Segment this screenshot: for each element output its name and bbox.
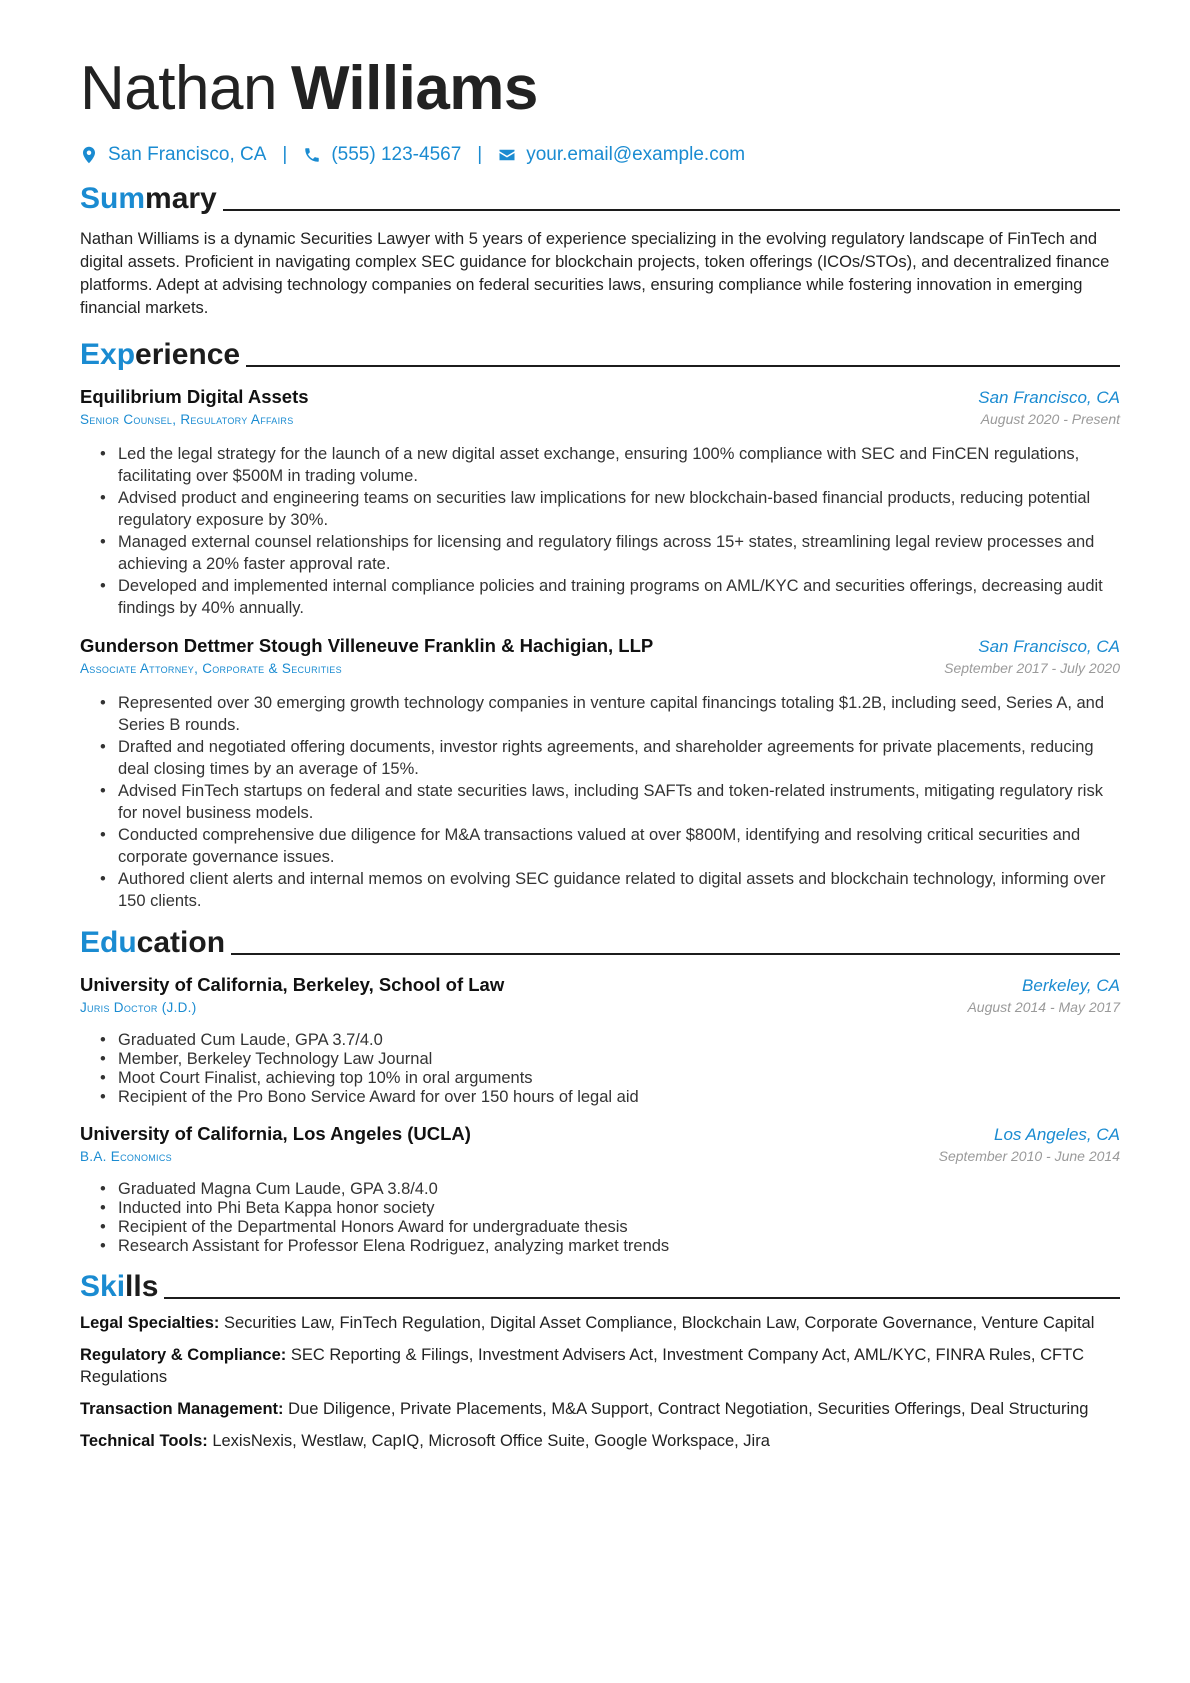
degree: Juris Doctor (J.D.) bbox=[80, 1000, 197, 1015]
skill-category: Technical Tools: bbox=[80, 1432, 213, 1450]
job-title: Associate Attorney, Corporate & Securities bbox=[80, 661, 342, 676]
location-text: San Francisco, CA bbox=[108, 144, 267, 165]
skill-row bbox=[80, 1344, 1120, 1388]
list-item: • Drafted and negotiated offering documents, investor rights agreements, and shareholder agreements for private placements, reducing deal closing times by an average of 15%. bbox=[100, 736, 1120, 780]
experience-heading bbox=[80, 334, 1120, 370]
job-bullets bbox=[100, 692, 1120, 912]
school-dates: August 2014 - May 2017 bbox=[967, 999, 1120, 1015]
job-location: San Francisco, CA bbox=[978, 637, 1120, 656]
employer-name: Equilibrium Digital Assets bbox=[80, 386, 309, 407]
resume-content bbox=[80, 40, 1120, 1462]
section-rule bbox=[231, 953, 1120, 955]
job-bullets bbox=[100, 443, 1120, 619]
phone-text: (555) 123-4567 bbox=[331, 144, 462, 165]
job-dates: September 2017 - July 2020 bbox=[944, 660, 1120, 676]
skill-row bbox=[80, 1430, 1120, 1452]
skill-row bbox=[80, 1398, 1120, 1420]
school-name: University of California, Los Angeles (UCLA) bbox=[80, 1123, 471, 1144]
school-location: Berkeley, CA bbox=[1022, 976, 1120, 995]
school-location: Los Angeles, CA bbox=[994, 1125, 1120, 1144]
school-bullets bbox=[100, 1031, 1120, 1107]
summary-text: Nathan Williams is a dynamic Securities Lawyer with 5 years of experience specializing in the evolving regulatory landscape of FinTech and digital assets. Proficient in navigating complex SEC guidance for blockchain projects, token offerings (ICOs/STOs), and decentralized finance platforms. Adept at advising technology companies on federal securities laws, ensuring compliance while fostering innovation in emerging financial markets. bbox=[80, 230, 1110, 317]
envelope-icon bbox=[498, 146, 516, 164]
skill-values: Securities Law, FinTech Regulation, Digital Asset Compliance, Blockchain Law, Corporate Governance, Venture Capital bbox=[223, 1314, 1095, 1332]
list-item: • Managed external counsel relationships for licensing and regulatory filings across 15+ states, streamlining legal review processes and achieving a 20% faster approval rate. bbox=[100, 531, 1120, 575]
list-item: • Member, Berkeley Technology Law Journal bbox=[100, 1050, 1120, 1069]
map-pin-icon bbox=[80, 146, 98, 164]
summary-heading bbox=[80, 178, 1120, 214]
contact-location bbox=[80, 144, 266, 166]
section-rule bbox=[164, 1297, 1120, 1299]
school-name: University of California, Berkeley, School of Law bbox=[80, 974, 505, 995]
skill-values: SEC Reporting & Filings, Investment Advisers Act, Investment Company Act, AML/KYC, FINRA Rules, CFTC Regulations bbox=[80, 1346, 1085, 1386]
list-item: • Authored client alerts and internal memos on evolving SEC guidance related to digital assets and blockchain technology, informing over 150 clients. bbox=[100, 868, 1120, 912]
skills-list bbox=[80, 1312, 1120, 1452]
job-location: San Francisco, CA bbox=[978, 388, 1120, 407]
phone-icon bbox=[303, 146, 321, 164]
contact-line bbox=[80, 140, 1120, 170]
skill-category: Regulatory & Compliance: bbox=[80, 1346, 291, 1364]
skill-values: LexisNexis, Westlaw, CapIQ, Microsoft Office Suite, Google Workspace, Jira bbox=[212, 1432, 770, 1450]
list-item: • Led the legal strategy for the launch of a new digital asset exchange, ensuring 100% compliance with SEC and FinCEN regulations, facilitating over $500M in trading volume. bbox=[100, 443, 1120, 487]
contact-email[interactable] bbox=[498, 144, 745, 166]
section-rule bbox=[246, 365, 1120, 367]
employer-name: Gunderson Dettmer Stough Villeneuve Franklin & Hachigian, LLP bbox=[80, 635, 654, 656]
section-title: Experience bbox=[80, 338, 241, 371]
skill-category: Transaction Management: bbox=[80, 1400, 289, 1418]
skill-row bbox=[80, 1312, 1120, 1334]
last-name: Williams bbox=[290, 54, 538, 123]
list-item: • Moot Court Finalist, achieving top 10% in oral arguments bbox=[100, 1069, 1120, 1088]
list-item: • Inducted into Phi Beta Kappa honor society bbox=[100, 1199, 1120, 1218]
list-item: • Developed and implemented internal compliance policies and training programs on AML/KYC and securities offerings, decreasing audit findings by 40% annually. bbox=[100, 575, 1120, 619]
skill-category: Legal Specialties: bbox=[80, 1314, 224, 1332]
experience-entry bbox=[80, 635, 1120, 912]
contact-phone[interactable] bbox=[303, 144, 461, 166]
education-entry bbox=[80, 1123, 1120, 1256]
experience-entry bbox=[80, 386, 1120, 619]
list-item: • Recipient of the Departmental Honors Award for undergraduate thesis bbox=[100, 1218, 1120, 1237]
contact-separator: | bbox=[282, 144, 288, 165]
school-dates: September 2010 - June 2014 bbox=[938, 1148, 1120, 1164]
education-heading bbox=[80, 922, 1120, 958]
section-rule bbox=[223, 209, 1120, 211]
skills-heading bbox=[80, 1266, 1120, 1302]
education-entry bbox=[80, 974, 1120, 1107]
list-item: • Recipient of the Pro Bono Service Award for over 150 hours of legal aid bbox=[100, 1088, 1120, 1107]
list-item: • Advised product and engineering teams on securities law implications for new blockchain-based financial products, reducing potential regulatory exposure by 30%. bbox=[100, 487, 1120, 531]
first-name: Nathan bbox=[80, 54, 277, 123]
section-title: Summary bbox=[80, 182, 217, 215]
job-dates: August 2020 - Present bbox=[980, 411, 1120, 427]
degree: B.A. Economics bbox=[80, 1149, 172, 1164]
list-item: • Represented over 30 emerging growth technology companies in venture capital financings totaling $1.2B, including seed, Series A, and Series B rounds. bbox=[100, 692, 1120, 736]
job-title: Senior Counsel, Regulatory Affairs bbox=[80, 412, 294, 427]
candidate-name bbox=[80, 40, 1120, 123]
list-item: • Advised FinTech startups on federal and state securities laws, including SAFTs and token-related instruments, mitigating regulatory risk for novel business models. bbox=[100, 780, 1120, 824]
school-bullets bbox=[100, 1180, 1120, 1256]
email-text: your.email@example.com bbox=[526, 144, 746, 165]
list-item: • Research Assistant for Professor Elena Rodriguez, analyzing market trends bbox=[100, 1237, 1120, 1256]
skill-values: Due Diligence, Private Placements, M&A Support, Contract Negotiation, Securities Offerings, Deal Structuring bbox=[288, 1400, 1089, 1418]
list-item: • Conducted comprehensive due diligence for M&A transactions valued at over $800M, identifying and resolving critical securities and corporate governance issues. bbox=[100, 824, 1120, 868]
section-title: Skills bbox=[80, 1270, 159, 1303]
list-item: • Graduated Cum Laude, GPA 3.7/4.0 bbox=[100, 1031, 1120, 1050]
list-item: • Graduated Magna Cum Laude, GPA 3.8/4.0 bbox=[100, 1180, 1120, 1199]
section-title: Education bbox=[80, 926, 226, 959]
contact-separator: | bbox=[477, 144, 483, 165]
